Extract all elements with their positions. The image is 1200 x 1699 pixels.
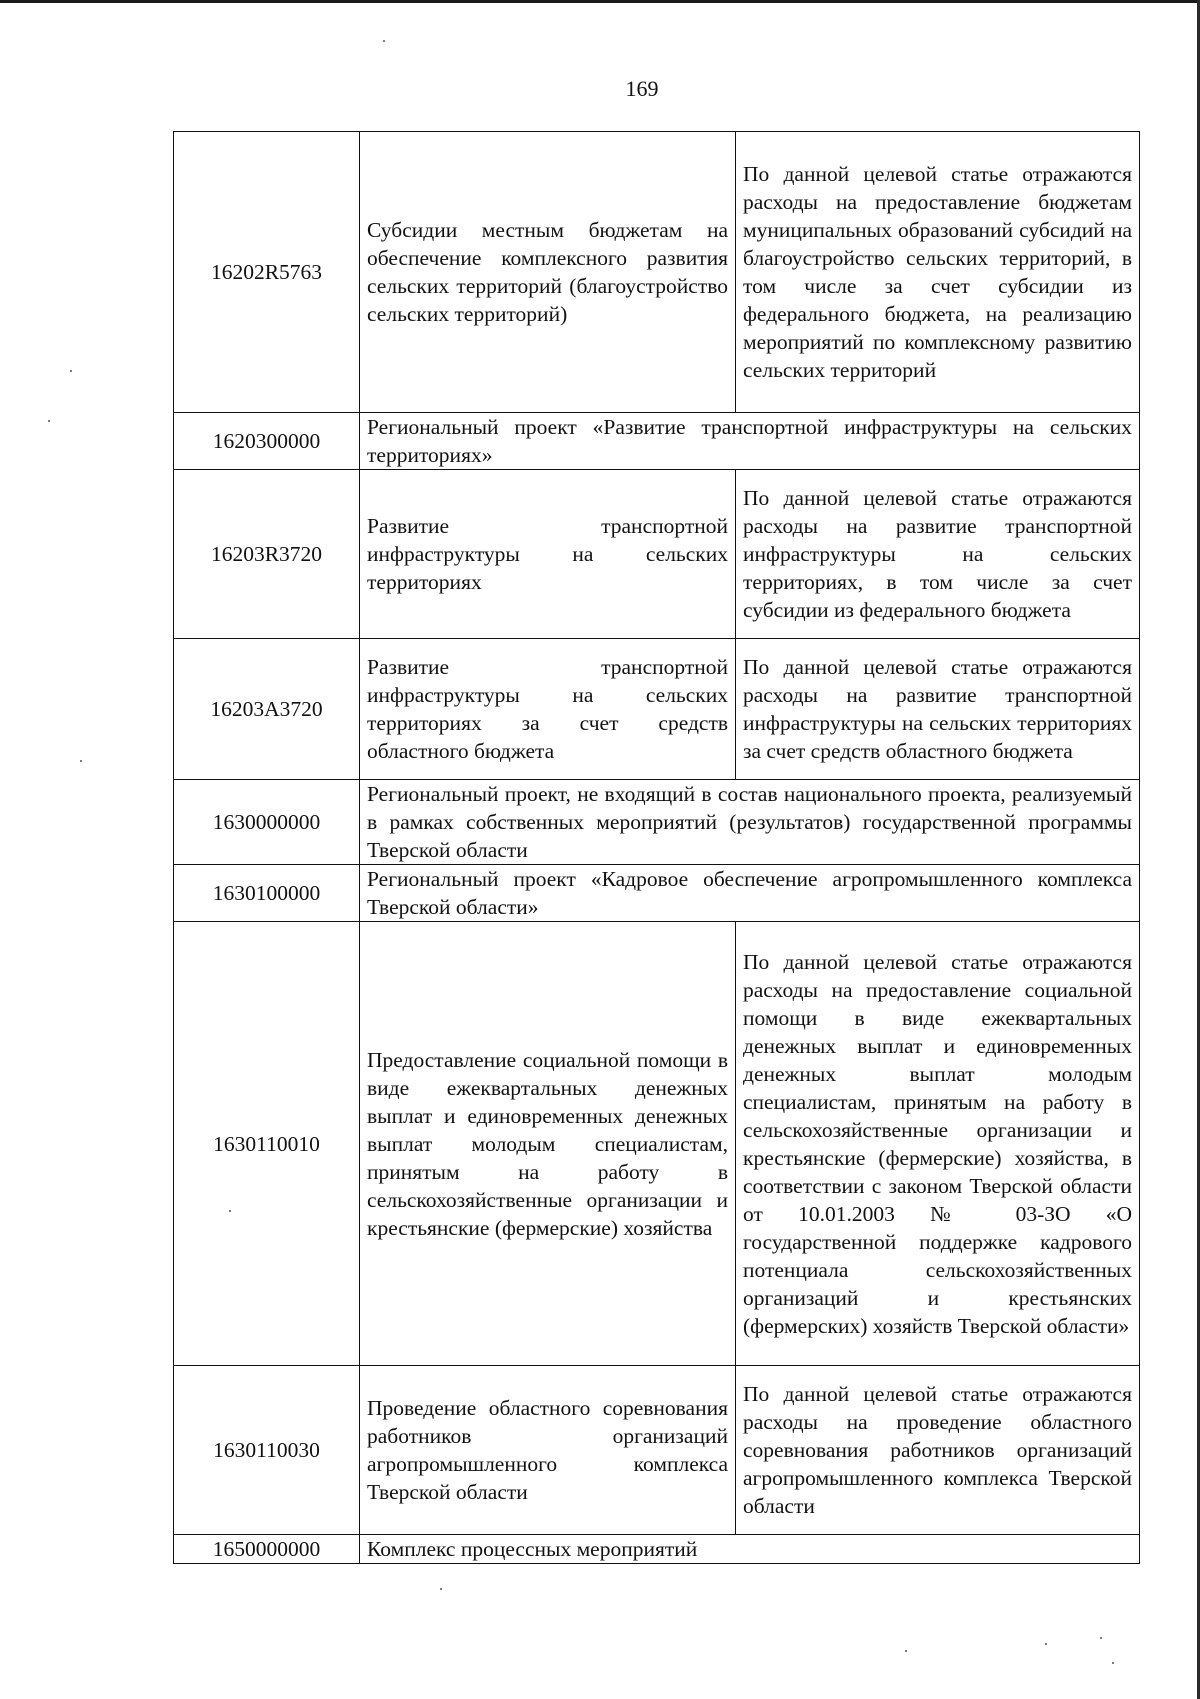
- table-row: [174, 639, 1140, 780]
- target-article-description: По данной целевой статье отражаются расходы на развитие транспортной инфраструктуры на сельских территориях, в том числе за счет субсидии из федерального бюджета: [736, 470, 1140, 639]
- table-row: [174, 413, 1140, 470]
- target-article-name: Предоставление социальной помощи в виде ежеквартальных денежных выплат и единовременных денежных выплат молодым специалистам, принятым на работу в сельскохозяйственные организации и крестьянские (фермерские) хозяйства: [360, 922, 736, 1366]
- scan-speck: [905, 1650, 907, 1652]
- scan-speck: [1100, 1637, 1102, 1639]
- scan-speck: [383, 40, 385, 42]
- target-article-name: Комплекс процессных мероприятий: [360, 1535, 1140, 1564]
- target-article-code: 16203A3720: [174, 639, 360, 780]
- table-row: [174, 865, 1140, 922]
- target-article-name: Проведение областного соревнования работников организаций агропромышленного комплекса Тверской области: [360, 1366, 736, 1535]
- target-article-code: 1630000000: [174, 780, 360, 865]
- table-row: [174, 780, 1140, 865]
- target-article-code: 16203R3720: [174, 470, 360, 639]
- scan-border-top: [0, 0, 1200, 3]
- target-article-code: 1630110010: [174, 922, 360, 1366]
- scan-speck: [80, 760, 82, 762]
- scan-speck: [1045, 1643, 1047, 1645]
- target-article-description: По данной целевой статье отражаются расходы на предоставление социальной помощи в виде ежеквартальных денежных выплат и единовременных денежных выплат молодым специалистам, принятым на работу в сельскохозяйственные организации и крестьянские (фермерские) хозяйства, в соответствии с законом Тверской области от 10.01.2003 № 03-ЗО «О государственной поддержке кадрового потенциала сельскохозяйственных организаций и крестьянских (фермерских) хозяйств Тверской области»: [736, 922, 1140, 1366]
- scan-speck: [1112, 1662, 1114, 1664]
- target-article-name: Региональный проект «Кадровое обеспечение агропромышленного комплекса Тверской области»: [360, 865, 1140, 922]
- table-row: [174, 1535, 1140, 1564]
- scan-speck: [70, 370, 72, 372]
- target-article-code: 1630100000: [174, 865, 360, 922]
- scan-speck: [48, 420, 50, 422]
- target-article-description: По данной целевой статье отражаются расходы на развитие транспортной инфраструктуры на сельских территориях за счет средств областного бюджета: [736, 639, 1140, 780]
- target-article-code: 16202R5763: [174, 132, 360, 413]
- scan-speck: [440, 1588, 442, 1590]
- target-article-name: Региональный проект «Развитие транспортной инфраструктуры на сельских территориях»: [360, 413, 1140, 470]
- target-article-code: 1650000000: [174, 1535, 360, 1564]
- table-row: [174, 470, 1140, 639]
- target-article-code: 1630110030: [174, 1366, 360, 1535]
- scan-speck: [229, 1210, 231, 1212]
- page-number: 169: [625, 76, 659, 101]
- target-article-name: Развитие транспортной инфраструктуры на сельских территориях: [360, 470, 736, 639]
- table-row: [174, 1366, 1140, 1535]
- target-article-description: По данной целевой статье отражаются расходы на проведение областного соревнования работников организаций агропромышленного комплекса Тверской области: [736, 1366, 1140, 1535]
- table-row: [174, 132, 1140, 413]
- target-article-name: Развитие транспортной инфраструктуры на сельских территориях за счет средств областного бюджета: [360, 639, 736, 780]
- target-article-description: По данной целевой статье отражаются расходы на предоставление бюджетам муниципальных образований субсидий на благоустройство сельских территорий, в том числе за счет субсидии из федерального бюджета, на реализацию мероприятий по комплексному развитию сельских территорий: [736, 132, 1140, 413]
- target-article-name: Региональный проект, не входящий в состав национального проекта, реализуемый в рамках собственных мероприятий (результатов) государственной программы Тверской области: [360, 780, 1140, 865]
- budget-classification-table: [173, 131, 1140, 1564]
- target-article-code: 1620300000: [174, 413, 360, 470]
- target-article-name: Субсидии местным бюджетам на обеспечение комплексного развития сельских территорий (благоустройство сельских территорий): [360, 132, 736, 413]
- table-row: [174, 922, 1140, 1366]
